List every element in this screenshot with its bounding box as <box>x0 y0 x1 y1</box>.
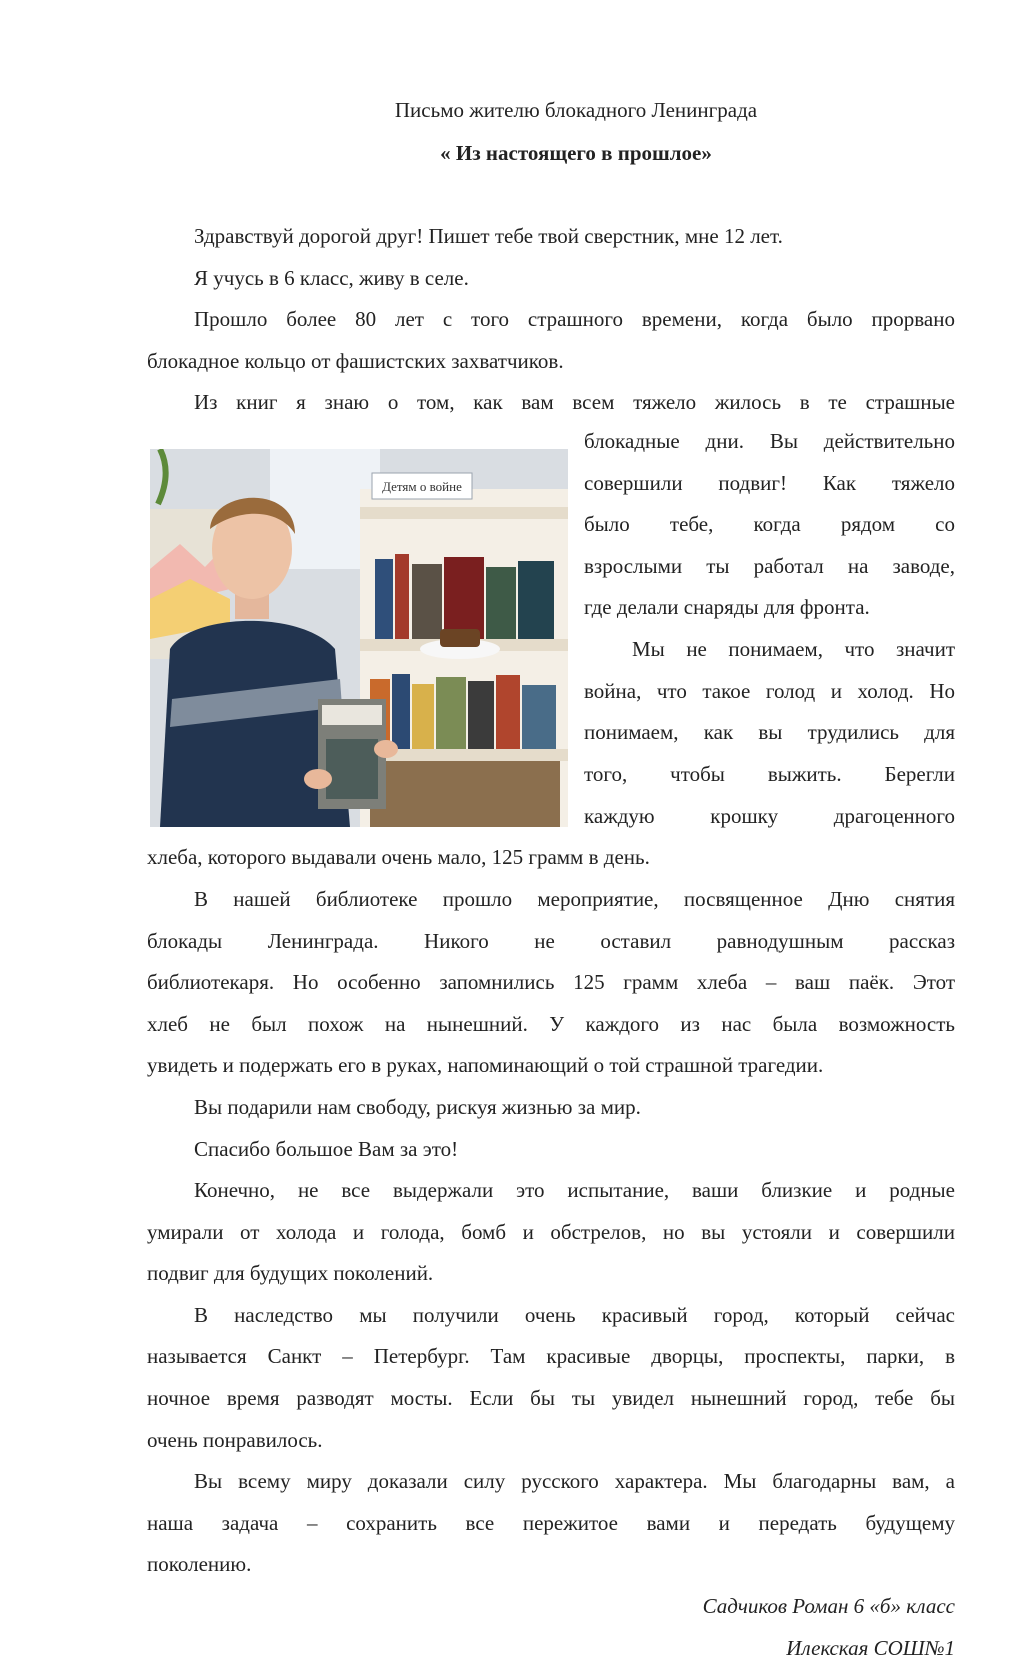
text-line: было тебе, когда рядом со <box>584 512 955 536</box>
document-title: Письмо жителю блокадного Ленинграда <box>394 98 758 122</box>
text-line: где делали снаряды для фронта. <box>584 595 870 619</box>
shelf-sign-label: Детям о войне <box>382 479 462 494</box>
text-line: война, что такое голод и холод. Но <box>584 679 955 703</box>
text-line: блокадное кольцо от фашистских захватчиков. <box>147 349 564 373</box>
text-line: называется Санкт – Петербург. Там красивые дворцы, проспекты, парки, в <box>147 1344 955 1368</box>
text-line: хлеб не был похож на нынешний. У каждого из нас была возможность <box>147 1012 955 1036</box>
text-line: блокадные дни. Вы действительно <box>584 429 955 453</box>
text-line: Прошло более 80 лет с того страшного времени, когда было прорвано <box>194 307 955 331</box>
text-line: В наследство мы получили очень красивый город, который сейчас <box>194 1303 955 1327</box>
text-line: библиотекаря. Но особенно запомнились 125 грамм хлеба – ваш паёк. Этот <box>147 970 955 994</box>
text-line: каждую крошку драгоценного <box>584 804 955 828</box>
text-line: умирали от холода и голода, бомб и обстрелов, но вы устояли и совершили <box>147 1220 955 1244</box>
text-line: Спасибо большое Вам за это! <box>194 1137 459 1161</box>
text-line: наша задача – сохранить все пережитое вами и передать будущему <box>147 1511 955 1535</box>
text-line: блокады Ленинграда. Никого не оставил равнодушным рассказ <box>147 929 955 953</box>
text-line: увидеть и подержать его в руках, напоминающий о той страшной трагедии. <box>147 1053 824 1077</box>
text-line: подвиг для будущих поколений. <box>147 1261 434 1285</box>
photo-boy-with-book <box>150 449 568 827</box>
text-line: хлеба, которого выдавали очень мало, 125 грамм в день. <box>147 845 650 869</box>
text-line: Здравствуй дорогой друг! Пишет тебе твой сверстник, мне 12 лет. <box>194 224 783 248</box>
text-line: Мы не понимаем, что значит <box>632 637 955 661</box>
text-line: Конечно, не все выдержали это испытание, ваши близкие и родные <box>194 1178 955 1202</box>
text-line: Вы всему миру доказали силу русского характера. Мы благодарны вам, а <box>194 1469 955 1493</box>
signature-author: Садчиков Роман 6 «б» класс <box>702 1594 955 1618</box>
text-line: совершили подвиг! Как тяжело <box>584 471 955 495</box>
text-line: Вы подарили нам свободу, рискуя жизнью за мир. <box>194 1095 641 1119</box>
text-line: Я учусь в 6 класс, живу в селе. <box>194 266 469 290</box>
document-subtitle: « Из настоящего в прошлое» <box>440 141 712 165</box>
text-line: понимаем, как вы трудились для <box>584 720 955 744</box>
text-line: ночное время разводят мосты. Если бы ты увидел нынешний город, тебе бы <box>147 1386 955 1410</box>
text-line: очень понравилось. <box>147 1428 323 1452</box>
photo-illustration <box>150 449 568 827</box>
text-line: поколению. <box>147 1552 252 1576</box>
text-line: В нашей библиотеке прошло мероприятие, посвященное Дню снятия <box>194 887 955 911</box>
text-line: взрослыми ты работал на заводе, <box>584 554 955 578</box>
text-line: Из книг я знаю о том, как вам всем тяжело жилось в те страшные <box>194 390 955 414</box>
text-line: того, чтобы выжить. Берегли <box>584 762 955 786</box>
signature-school: Илекская СОШ№1 <box>786 1636 955 1660</box>
